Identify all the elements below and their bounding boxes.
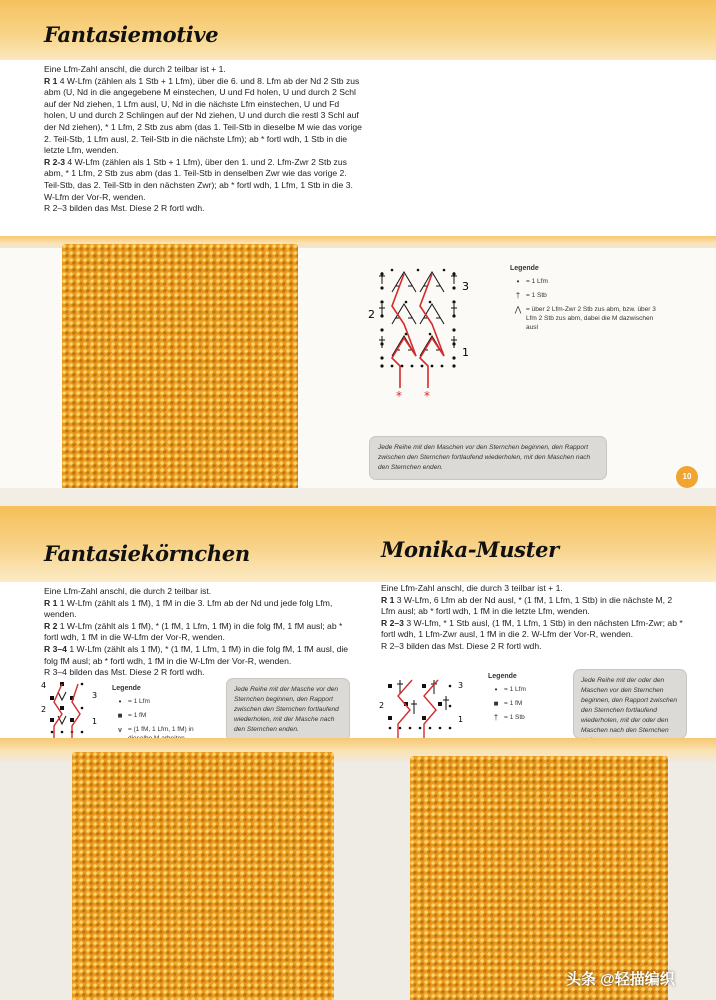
- row-number: 3: [458, 681, 464, 690]
- legend-item: • = 1 Lfm: [510, 277, 660, 286]
- row-label: R 1: [44, 75, 58, 86]
- legend-item: ⋀ = über 2 Lfm-Zwr 2 Stb zus abm, bzw. über 3 Lfm 2 Stb zus abm, dabei die M dazwischen ausl: [510, 305, 660, 332]
- row-text: 1 W-Lfm (zählt als 1 fM), 1 fM in die 3. Lfm ab der Nd und jede folg Lfm, wenden.: [44, 597, 333, 620]
- legend-item: ■ = 1 fM: [488, 699, 568, 708]
- legend-title: Legende: [510, 265, 539, 272]
- row-text: 3 W-Lfm, * 1 Stb ausl, (1 fM, 1 Lfm, 1 Stb) in den nächsten Lfm-Zwr; ab * fortl wdh, 1 Lfm-Zwr ausl, 1 fM in die 2. W-Lfm der Vor-R, wenden.: [381, 617, 683, 640]
- page-number-badge: 10: [676, 466, 698, 488]
- row-text: 1 W-Lfm (zählt als 1 fM), * (1 fM, 1 Lfm, 1 fM) in die folg fM, 1 fM ausl, die folg fM ausl; ab * fortl wdh, 1 fM in die W-Lfm der Vor-R, wenden.: [44, 643, 349, 666]
- row-number: 1: [462, 346, 469, 359]
- square-icon: ■: [117, 711, 123, 720]
- crochet-swatch-photo: [410, 756, 668, 1000]
- intro-text: Eine Lfm-Zahl anschl, die durch 2 teilbar ist + 1.: [44, 64, 226, 74]
- row-number: 2: [41, 705, 47, 714]
- row-instruction: [381, 595, 686, 618]
- row-label: R 2–3: [381, 617, 404, 628]
- legend-title: Legende: [112, 685, 141, 692]
- dot-icon: •: [516, 277, 520, 286]
- legend-item: † = 1 Stb: [488, 713, 568, 722]
- dot-icon: •: [494, 685, 498, 694]
- pattern-note-2: Jede Reihe mit der Masche vor den Sternchen beginnen, den Rapport zwischen den Sternchen fortlaufend wiederholen, mit der Masche nach den Sternchen enden.: [226, 678, 350, 742]
- row-label: R 1: [381, 594, 395, 605]
- dot-icon: •: [118, 697, 122, 706]
- page1-title: Fantasiemotive: [44, 22, 219, 47]
- repeat-star-icon: *: [424, 389, 430, 402]
- page1-instructions: [44, 64, 364, 215]
- legend-item: ⩛ = (1 fM, 1 Lfm, 1 fM) in: [112, 725, 218, 743]
- closing-text: R 2–3 bilden das Mst. Diese 2 R fortl wdh.: [381, 640, 542, 651]
- legend-1: [510, 264, 660, 337]
- row-instruction: [381, 618, 686, 641]
- legend-item: • = 1 Lfm: [488, 685, 568, 694]
- left-instructions: [44, 586, 349, 679]
- page-gap: [0, 488, 716, 506]
- legend-3: [488, 672, 568, 727]
- intro-text: Eine Lfm-Zahl anschl, die durch 3 teilbar ist + 1.: [381, 583, 563, 593]
- stb-icon: †: [493, 713, 499, 722]
- row-instruction: [44, 157, 364, 203]
- stitch-diagram-3: [378, 674, 470, 744]
- row-number: 3: [92, 691, 98, 700]
- row-text: 1 W-Lfm (zählt als 1 fM), * (1 fM, 1 Lfm, 1 fM) in die folg fM, 1 fM ausl; ab * fortl wdh, 1 fM in die W-Lfm der Vor-R, wenden.: [44, 620, 343, 643]
- row-text: 4 W-Lfm (zählen als 1 Stb + 1 Lfm), über den 1. und 2. Lfm-Zwr 2 Stb zus abm, * 1 Lfm, 2 Stb zus abm (das 1. Teil-Stb in denselben Zwr wie das vorige 2. Teil-Stb, das 2. Teil-Stb in den nächsten Zwr); ab * fortl wdh, 1 Lfm, 1 Stb in die 3. W-Lfm der Vor-R, wenden.: [44, 156, 353, 202]
- watermark: 头条 @轻描编织: [566, 971, 675, 988]
- legend-item: † = 1 Stb: [510, 291, 660, 300]
- right-instructions: [381, 583, 686, 653]
- row-label: R 1: [44, 597, 58, 608]
- page2-right-title: Monika-Muster: [381, 537, 559, 562]
- row-label: R 2-3: [44, 156, 66, 167]
- repeat-star-icon: *: [396, 389, 402, 402]
- stitch-diagram-1: [366, 262, 484, 402]
- legend-item: ■ = 1 fM: [112, 711, 218, 720]
- stb-icon: †: [515, 291, 521, 300]
- crochet-swatch-photo: [72, 752, 334, 1000]
- row-number: 2: [379, 701, 385, 710]
- row-instruction: [44, 644, 349, 667]
- legend-title: Legende: [488, 673, 517, 680]
- closing-text: R 2–3 bilden das Mst. Diese 2 R fortl wdh.: [44, 203, 205, 214]
- crochet-swatch-photo: [62, 244, 298, 502]
- closing-text: R 3–4 bilden das Mst. Diese 2 R fortl wdh.: [44, 667, 205, 678]
- page2-left-title: Fantasiekörnchen: [44, 541, 250, 566]
- row-label: R 2: [44, 620, 58, 631]
- row-number: 1: [92, 717, 98, 726]
- row-number: 1: [458, 715, 464, 724]
- pattern-note-3: Jede Reihe mit der oder den Maschen vor den Sternchen beginnen, den Rapport zwischen den Sternchen fortlaufend wiederholen, mit der oder den Maschen nach den Sternchen: [573, 669, 687, 739]
- row-text: 4 W-Lfm (zählen als 1 Stb + 1 Lfm), über die 6. und 8. Lfm ab der Nd 2 Stb zus abm (U, Nd in die angegebene M einstechen, U und Fd holen, U und durch 2 Schl auf der Nd ziehen, 1 Lfm ausl, U, Nd in die nächste Lfm einstechen, U und Fd holen, U und durch 2 Schlingen auf der Nd ziehen, U und durch die restl 3 Schl auf der Nd ziehen), * 1 Lfm, 2 Stb zus abm (das 1. Teil-Stb in dieselbe M wie das vorige 2. Teil-Stb, 1 Lfm ausl, 2. Teil-Stb in die nächste Lfm); ab * fortl wdh, 1 Stb in die letzte Lfm, wenden.: [44, 75, 362, 156]
- row-instruction: [44, 76, 364, 157]
- intro-text: Eine Lfm-Zahl anschl, die durch 2 teilbar ist.: [44, 586, 212, 596]
- row-text: 3 W-Lfm, 6 Lfm ab der Nd ausl, * (1 fM, 1 Lfm, 1 Stb) in die nächste M, 2 Lfm ausl; ab * fortl wdh, 1 fM in die letzte Lfm, wenden.: [381, 594, 673, 617]
- legend-item: • = 1 Lfm: [112, 697, 218, 706]
- row-number: 2: [368, 308, 375, 321]
- square-icon: ■: [493, 699, 499, 708]
- cluster-icon: ⋀: [514, 305, 522, 314]
- row-label: R 3–4: [44, 643, 67, 654]
- row-instruction: [44, 598, 349, 621]
- row-number: 3: [462, 280, 469, 293]
- row-instruction: [44, 621, 349, 644]
- fan-icon: ⩛: [117, 725, 123, 734]
- row-number: 4: [41, 681, 47, 690]
- pattern-note-1: Jede Reihe mit den Maschen vor den Sternchen beginnen, den Rapport zwischen den Sternchen fortlaufend wiederholen, mit den Maschen nach den Sternchen enden.: [369, 436, 607, 480]
